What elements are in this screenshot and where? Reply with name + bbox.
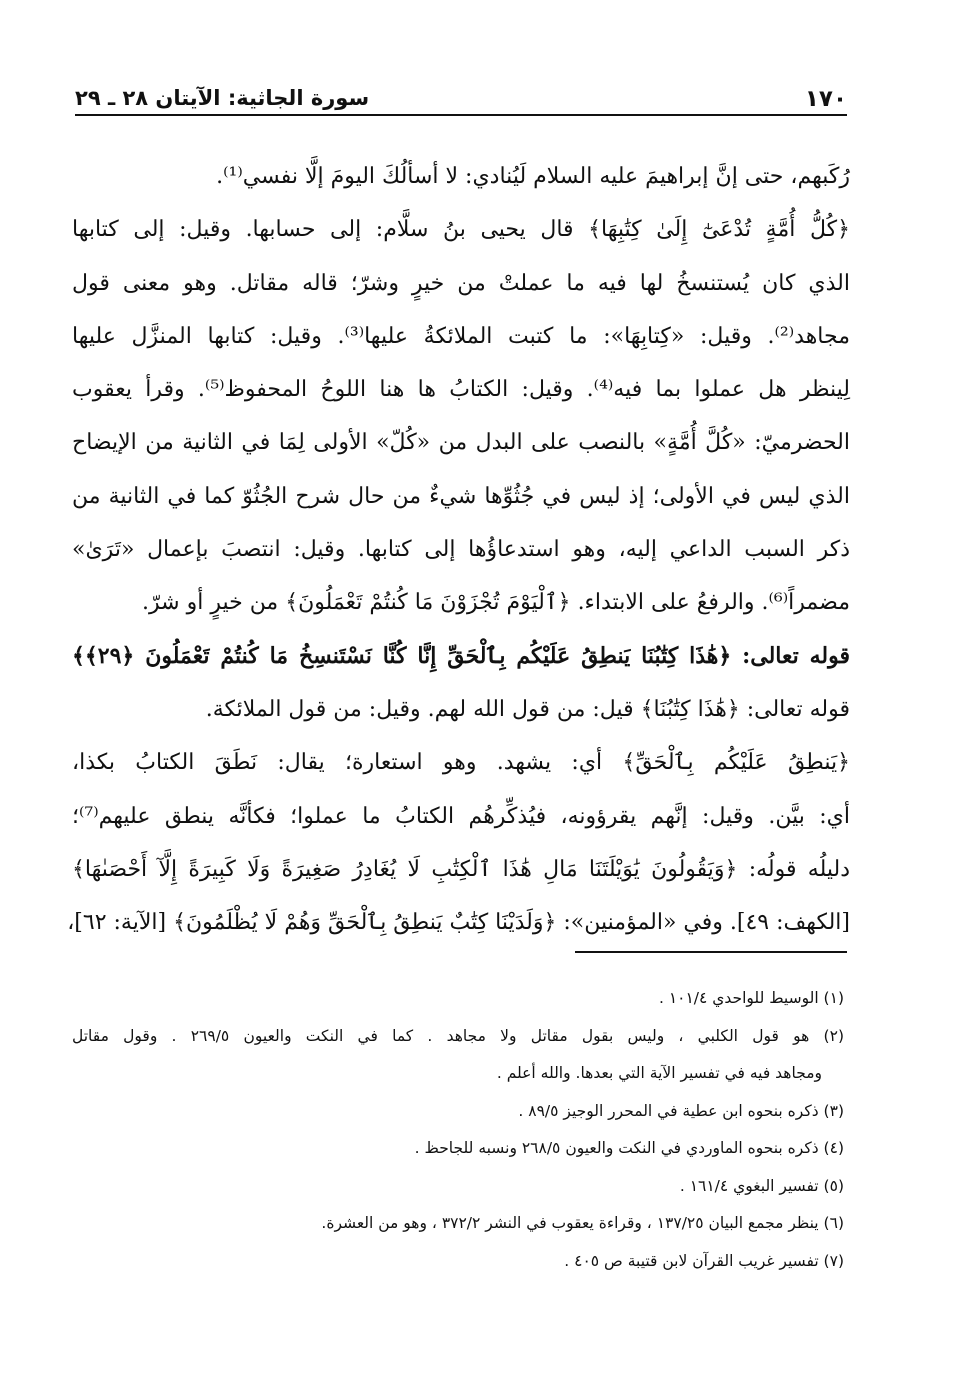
page-header [75, 84, 847, 116]
footnote: (٢) هو قول الكلبي ، وليس بقول مقاتل ولا مجاهد . كما في النكت والعيون ٢٦٩/٥ . وقول مقاتل [72, 1026, 844, 1045]
page-number: ١٧٠ [804, 86, 847, 112]
footnote: (٤) ذكره بنحوه الماوردي في النكت والعيون ٢٦٨/٥ ونسبه للجاحظ . [414, 1139, 844, 1157]
main-text [67, 150, 851, 949]
text-line: قوله تعالى: ﴿هَٰذَا كِتَٰبُنَا﴾ قيل: من قول الله لهم. وقيل: من قول الملائكة. [205, 696, 850, 722]
footnote: (٦) ينظر مجمع البيان ١٣٧/٢٥ ، وقراءة يعقوب في النشر ٣٧٢/٢ ، وهو من العشرة. [321, 1214, 844, 1232]
footnote: (٧) تفسير غريب القرآن لابن قتيبة ص ٤٠٥ . [564, 1251, 844, 1270]
text-line: مضمراً⁽⁶⁾. والرفعُ على الابتداء. ﴿ٱلْيَوْمَ تُجْزَوْنَ مَا كُنتُمْ تَعْمَلُونَ﴾ من خيرٍ أو شرّ. [142, 590, 850, 616]
text-line: دليلُه قولُه: ﴿وَيَقُولُونَ يَٰوَيْلَتَنَا مَالِ هَٰذَا ٱلْكِتَٰبِ لَا يُغَادِرُ صَغِيرَةً وَلَا كَبِيرَةً إِلَّآ أَحْصَىٰهَا﴾ [72, 856, 850, 882]
text-line: ذكر السبب الداعي إليه، وهو استدعاؤُها إلى كتابها. وقيل: انتصبَ بإعمال «تَرَىٰ» [72, 537, 850, 563]
footnote-continuation: ومجاهد فيه في تفسير الآية التي بعدها. والله أعلم . [496, 1064, 822, 1082]
footnotes [72, 980, 844, 1280]
verse-heading: قوله تعالى: ﴿هَٰذَا كِتَٰبُنَا يَنطِقُ عَلَيْكُم بِٱلْحَقِّ إِنَّا كُنَّا نَسْتَنسِخُ مَا كُنتُمْ تَعْمَلُونَ ﴿٢٩﴾﴾ [72, 642, 850, 669]
text-line: ﴿كُلُّ أُمَّةٍ تُدْعَىٰٓ إِلَىٰ كِتَٰبِهَا﴾ قال يحيى بنُ سلَّام: إلى حسابها. وقيل: إلى كتابها [72, 217, 850, 243]
running-title: سورة الجاثية: الآيتان ٢٨ ـ ٢٩ [75, 86, 370, 110]
text-line: ﴿يَنطِقُ عَلَيْكُم بِٱلْحَقِّ﴾ أي: يشهد. وهو استعارة؛ يقال: نَطَقَ الكتابُ بكذا، [72, 750, 850, 776]
text-line: مجاهد⁽²⁾. وقيل: «كِتابِهَا»: ما كتبت الملائكةُ عليها⁽³⁾. وقيل: كتابها المنزَّل عليها [72, 323, 850, 349]
text-line: الذي ليس في الأولى؛ إذ ليس في جُثُوِّها شيءٌ من حال شرح الجُثُوّ كما في الثانية من [72, 483, 850, 509]
text-line: رُكَبهم، حتى إنَّ إبراهيمَ عليه السلام لَيُنادي: لا أسألُكَ اليومَ إلَّا نفسي⁽¹⁾. [216, 164, 850, 189]
footnote-separator [575, 951, 847, 953]
text-line: لِينظر هل عملوا بما فيه⁽⁴⁾. وقيل: الكتابُ ها هنا اللوحُ المحفوظ⁽⁵⁾. وقرأ يعقوب [72, 377, 851, 403]
text-line: أي: بيَّن. وقيل: إنَّهم يقرؤونه، فيُذكِّرهُم الكتابُ ما عملوا؛ فكأنَّه ينطق عليهم⁽⁷⁾؛ [72, 803, 850, 829]
text-line: [الكهف: ٤٩]. وفي «المؤمنين»: ﴿وَلَدَيْنَا كِتَٰبٌ يَنطِقُ بِٱلْحَقِّ وَهُمْ لَا يُظْلَمُونَ﴾ [الآية: ٦٢]، [67, 910, 850, 936]
text-line: الحضرميّ: «كُلَّ أُمَّةٍ» بالنصب على البدل من «كُلّ» الأولى لِمَا في الثانية من الإيضاح [72, 430, 850, 456]
text-line: الذي كان يُستنسخُ لها فيه ما عملتْ من خيرٍ وشرّ؛ قاله مقاتل. وهو معنى قول [72, 270, 850, 296]
footnote: (١) الوسيط للواحدي ١٠١/٤ . [658, 989, 844, 1007]
footnote: (٥) تفسير البغوي ١٦١/٤ . [679, 1176, 844, 1195]
footnote: (٣) ذكره بنحوه ابن عطية في المحرر الوجيز ٨٩/٥ . [518, 1101, 844, 1120]
